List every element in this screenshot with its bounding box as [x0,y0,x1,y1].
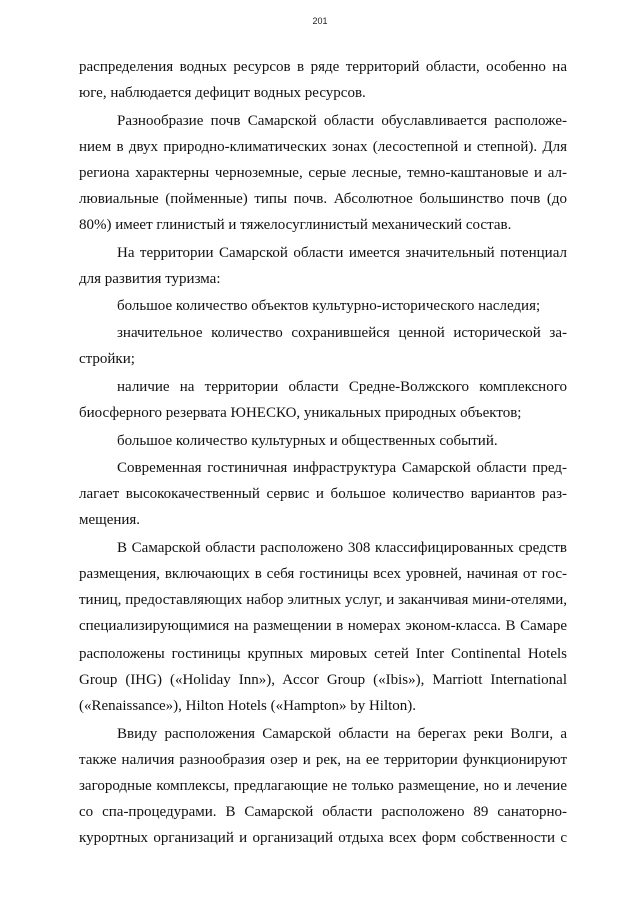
text-line: распределения водных ресурсов в ряде территорий области, особенно на [79,59,567,75]
list-item: значительное количество сохранившейся ценной исторической за- [117,325,567,341]
text-line: В Самарской области расположено 308 классифицированных средств [117,540,567,556]
text-line: мещения. [79,512,141,528]
text-line: стройки; [79,351,135,367]
text-line: биосферного резервата ЮНЕСКО, уникальных природных объектов; [79,405,522,421]
text-line: юге, наблюдается дефицит водных ресурсов. [79,85,366,101]
text-line: На территории Самарской области имеется значительный потенциал [117,245,567,261]
text-line: лювиальные (пойменные) типы почв. Абсолютное большинство почв (до [79,191,567,207]
list-item: наличие на территории области Средне-Волжского комплексного [117,379,567,395]
text-line: лагает высококачественный сервис и большое количество вариантов раз- [79,486,567,502]
text-line: Group (IHG) («Holiday Inn»), Accor Group («Ibis»), Marriott International [79,672,567,688]
text-line: Разнообразие почв Самарской области обуславливается расположе- [117,113,567,129]
list-item: большое количество объектов культурно-исторического наследия; [117,298,541,314]
text-line: для развития туризма: [79,271,221,287]
text-line: региона характерны черноземные, серые лесные, темно-каштановые и ал- [79,165,567,181]
text-line: Современная гостиничная инфраструктура Самарской области пред- [117,460,567,476]
text-line: также наличия разнообразия озер и рек, на ее территории функционируют [79,752,567,768]
list-item: большое количество культурных и общественных событий. [117,433,498,449]
page-number: 201 [312,16,328,26]
text-line: курортных организаций и организаций отдыха всех форм собственности с [79,830,567,846]
text-line: 80%) имеет глинистый и тяжелосуглинистый механический состав. [79,217,512,233]
text-line: тиниц, предоставляющих набор элитных услуг, и заканчивая мини-отелями, [79,592,567,608]
text-line: загородные комплексы, предлагающие не только размещение, но и лечение [79,778,567,794]
text-line: со спа-процедурами. В Самарской области расположено 89 санаторно- [79,804,567,820]
text-line: расположены гостиницы крупных мировых сетей Inter Continental Hotels [79,646,567,662]
text-line: Ввиду расположения Самарской области на берегах реки Волги, а [117,726,567,742]
text-line: («Renaissance»), Hilton Hotels («Hampton» by Hilton). [79,698,417,714]
text-line: нием в двух природно-климатических зонах (лесостепной и степной). Для [79,139,567,155]
text-line: специализирующимися на размещении в номерах эконом-класса. В Самаре [79,618,567,634]
text-line: размещения, включающих в себя гостиницы всех уровней, начиная от гос- [79,566,567,582]
